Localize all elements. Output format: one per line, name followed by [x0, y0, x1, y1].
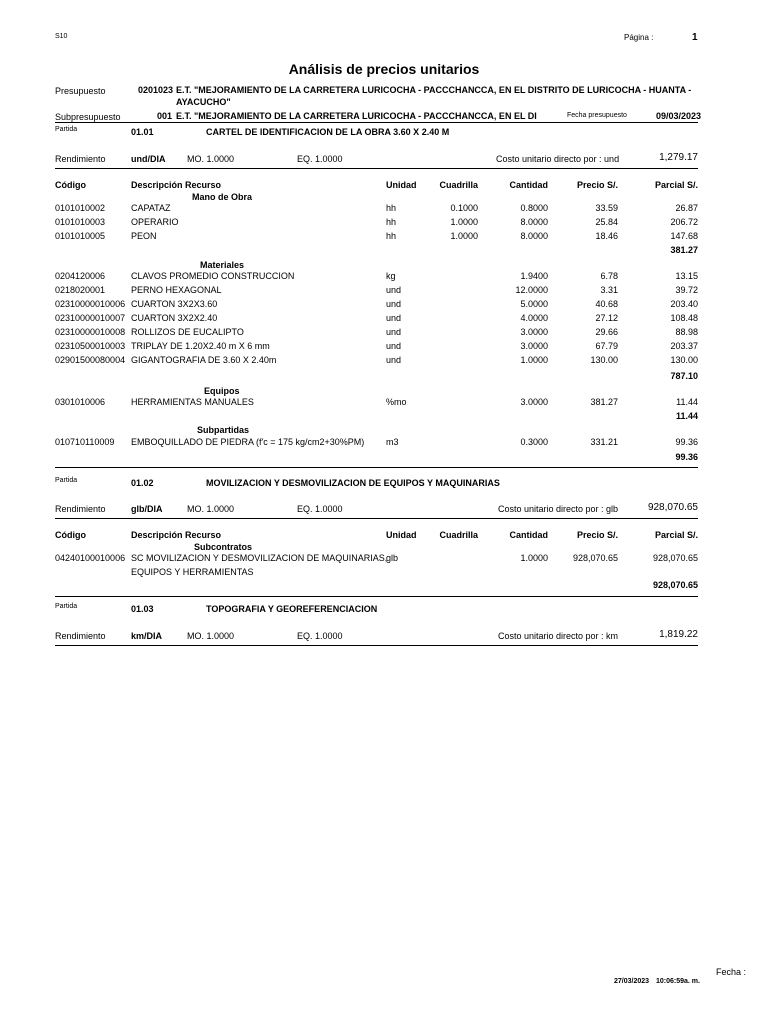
fecha-presupuesto-value: 09/03/2023 — [656, 111, 702, 121]
cell-code: 010710110009 — [55, 437, 115, 447]
presupuesto-name-cont: AYACUCHO" — [176, 97, 231, 107]
cell-unit: hh — [386, 231, 397, 241]
rendimiento-label: Rendimiento — [55, 631, 106, 641]
divider — [55, 168, 698, 169]
subpresupuesto-label: Subpresupuesto — [55, 112, 121, 122]
footer-date: 27/03/2023 — [614, 978, 650, 985]
presupuesto-name: E.T. "MEJORAMIENTO DE LA CARRETERA LURICOCHA - PACCCHANCCA, EN EL DISTRITO DE LURICOCHA - HUANTA - — [176, 85, 692, 95]
eq-value: EQ. 1.0000 — [297, 154, 343, 164]
divider — [55, 645, 698, 646]
cell-precio: 331.21 — [590, 437, 618, 447]
group-subcontratos: Subcontratos — [194, 542, 253, 552]
mo-value: MO. 1.0000 — [187, 504, 235, 514]
cell-desc: GIGANTOGRAFIA DE 3.60 X 2.40m — [131, 355, 277, 365]
col-cuadrilla: Cuadrilla — [439, 530, 478, 540]
cell-unit: %mo — [386, 397, 407, 407]
cell-precio: 3.31 — [600, 285, 618, 295]
col-cuadrilla: Cuadrilla — [439, 180, 478, 190]
cell-cantidad: 0.3000 — [520, 437, 548, 447]
cell-code: 02310500010003 — [55, 341, 126, 351]
cell-desc: CLAVOS PROMEDIO CONSTRUCCION — [131, 271, 295, 281]
costo-value: 928,070.65 — [647, 502, 698, 513]
cell-desc: CUARTON 3X2X3.60 — [131, 299, 218, 309]
cell-unit: und — [386, 355, 402, 365]
cell-desc: OPERARIO — [131, 217, 179, 227]
cell-parcial: 206.72 — [670, 217, 698, 227]
group-equipos: Equipos — [204, 386, 240, 396]
col-cantidad: Cantidad — [509, 530, 548, 540]
cell-cantidad: 4.0000 — [520, 313, 548, 323]
cell-desc: CAPATAZ — [131, 203, 171, 213]
rendimiento-label: Rendimiento — [55, 504, 106, 514]
cell-precio: 130.00 — [590, 355, 618, 365]
cell-cantidad: 0.8000 — [520, 203, 548, 213]
subtotal-mano-de-obra: 381.27 — [670, 245, 698, 255]
cell-precio: 18.46 — [595, 231, 618, 241]
presupuesto-label: Presupuesto — [55, 86, 106, 96]
cell-parcial: 147.68 — [670, 231, 698, 241]
group-mano-de-obra: Mano de Obra — [192, 192, 253, 202]
cell-precio: 67.79 — [595, 341, 618, 351]
cell-unit: m3 — [386, 437, 399, 447]
cell-cantidad: 12.0000 — [515, 285, 548, 295]
footer-time: 10:06:59a. m. — [656, 978, 700, 985]
page-number: 1 — [692, 32, 698, 43]
cell-unit: und — [386, 285, 402, 295]
divider — [55, 467, 698, 468]
cell-cuadrilla: 1.0000 — [450, 217, 478, 227]
cell-unit: und — [386, 341, 402, 351]
cell-precio: 33.59 — [595, 203, 618, 213]
partida-label: Partida — [55, 603, 78, 610]
cell-desc-cont: EQUIPOS Y HERRAMIENTAS — [131, 567, 254, 577]
cell-precio: 25.84 — [595, 217, 618, 227]
partida-name: MOVILIZACION Y DESMOVILIZACION DE EQUIPOS Y MAQUINARIAS — [206, 478, 500, 488]
cell-precio: 29.66 — [595, 327, 618, 337]
col-parcial: Parcial S/. — [654, 180, 698, 190]
costo-value: 1,279.17 — [659, 152, 698, 163]
cell-desc: EMBOQUILLADO DE PIEDRA (f'c = 175 kg/cm2+30%PM) — [131, 437, 365, 447]
cell-code: 02310000010007 — [55, 313, 126, 323]
cell-parcial: 203.40 — [670, 299, 698, 309]
col-descripcion: Descripción Recurso — [131, 180, 222, 190]
eq-value: EQ. 1.0000 — [297, 504, 343, 514]
costo-label: Costo unitario directo por : glb — [498, 504, 619, 514]
subpresupuesto-code: 001 — [157, 111, 173, 121]
partida-code: 01.02 — [131, 478, 154, 488]
cell-desc: ROLLIZOS DE EUCALIPTO — [131, 327, 244, 337]
cell-code: 0101010002 — [55, 203, 106, 213]
col-precio: Precio S/. — [576, 180, 618, 190]
cell-code: 0101010003 — [55, 217, 106, 227]
cell-parcial: 203.37 — [670, 341, 698, 351]
mo-value: MO. 1.0000 — [187, 154, 235, 164]
subtotal-materiales: 787.10 — [670, 371, 698, 381]
subtotal-subcontratos: 928,070.65 — [652, 580, 698, 590]
cell-parcial: 928,070.65 — [652, 553, 698, 563]
col-codigo: Código — [55, 180, 86, 190]
col-precio: Precio S/. — [576, 530, 618, 540]
col-cantidad: Cantidad — [509, 180, 548, 190]
cell-parcial: 39.72 — [675, 285, 698, 295]
cell-code: 02310000010008 — [55, 327, 126, 337]
partida-code: 01.01 — [131, 127, 154, 137]
rendimiento-unit: glb/DIA — [131, 504, 163, 514]
cell-cantidad: 1.9400 — [520, 271, 548, 281]
presupuesto-code: 0201023 — [138, 85, 174, 95]
partida-label: Partida — [55, 477, 78, 484]
divider — [55, 122, 698, 123]
cell-code: 0218020001 — [55, 285, 106, 295]
cell-code: 02310000010006 — [55, 299, 126, 309]
cell-parcial: 88.98 — [675, 327, 698, 337]
subtotal-subpartidas: 99.36 — [675, 452, 698, 462]
cell-code: 0301010006 — [55, 397, 106, 407]
rendimiento-unit: km/DIA — [131, 631, 163, 641]
cell-code: 04240100010006 — [55, 553, 126, 563]
cell-unit: und — [386, 327, 402, 337]
costo-label: Costo unitario directo por : km — [498, 631, 619, 641]
rendimiento-label: Rendimiento — [55, 154, 106, 164]
cell-cantidad: 8.0000 — [520, 217, 548, 227]
partida-name: CARTEL DE IDENTIFICACION DE LA OBRA 3.60 X 2.40 M — [206, 127, 450, 137]
cell-desc: PERNO HEXAGONAL — [131, 285, 222, 295]
cell-precio: 6.78 — [600, 271, 618, 281]
cell-parcial: 26.87 — [675, 203, 698, 213]
eq-value: EQ. 1.0000 — [297, 631, 343, 641]
mo-value: MO. 1.0000 — [187, 631, 235, 641]
divider — [55, 518, 698, 519]
cell-cuadrilla: 0.1000 — [450, 203, 478, 213]
cell-precio: 381.27 — [590, 397, 618, 407]
subpresupuesto-name: E.T. "MEJORAMIENTO DE LA CARRETERA LURICOCHA - PACCCHANCCA, EN EL DI — [176, 111, 537, 121]
cell-unit: glb — [386, 553, 399, 563]
cell-unit: und — [386, 313, 402, 323]
cell-code: 0204120006 — [55, 271, 106, 281]
footer-fecha-label: Fecha : — [716, 967, 747, 977]
col-descripcion: Descripción Recurso — [131, 530, 222, 540]
cell-code: 0101010005 — [55, 231, 106, 241]
group-subpartidas: Subpartidas — [197, 425, 250, 435]
fecha-presupuesto-label: Fecha presupuesto — [567, 112, 627, 119]
cell-parcial: 13.15 — [675, 271, 698, 281]
page-label: Página : — [624, 33, 654, 42]
cell-desc: TRIPLAY DE 1.20X2.40 m X 6 mm — [131, 341, 270, 351]
partida-name: TOPOGRAFIA Y GEOREFERENCIACION — [206, 604, 378, 614]
cell-parcial: 130.00 — [670, 355, 698, 365]
cell-cuadrilla: 1.0000 — [450, 231, 478, 241]
subtotal-equipos: 11.44 — [675, 411, 698, 421]
col-unidad: Unidad — [386, 180, 417, 190]
group-materiales: Materiales — [200, 260, 245, 270]
cell-precio: 928,070.65 — [572, 553, 618, 563]
cell-cantidad: 8.0000 — [520, 231, 548, 241]
cell-precio: 40.68 — [595, 299, 618, 309]
partida-label: Partida — [55, 126, 78, 133]
cell-unit: hh — [386, 217, 397, 227]
cell-desc: HERRAMIENTAS MANUALES — [131, 397, 254, 407]
cell-unit: hh — [386, 203, 397, 213]
cell-cantidad: 5.0000 — [520, 299, 548, 309]
col-unidad: Unidad — [386, 530, 417, 540]
report-code: S10 — [55, 33, 68, 40]
costo-label: Costo unitario directo por : und — [496, 154, 620, 164]
cell-parcial: 99.36 — [675, 437, 698, 447]
col-parcial: Parcial S/. — [654, 530, 698, 540]
rendimiento-unit: und/DIA — [131, 154, 166, 164]
cell-parcial: 108.48 — [670, 313, 698, 323]
partida-code: 01.03 — [131, 604, 154, 614]
cell-unit: kg — [386, 271, 396, 281]
cell-cantidad: 3.0000 — [520, 341, 548, 351]
cell-code: 02901500080004 — [55, 355, 126, 365]
cell-desc: CUARTON 3X2X2.40 — [131, 313, 218, 323]
cell-desc: SC MOVILIZACION Y DESMOVILIZACION DE MAQUINARIAS, — [131, 553, 388, 563]
cell-cantidad: 1.0000 — [520, 553, 548, 563]
cell-precio: 27.12 — [595, 313, 618, 323]
page-title: Análisis de precios unitarios — [288, 61, 480, 77]
cell-cantidad: 3.0000 — [520, 327, 548, 337]
cell-desc: PEON — [131, 231, 157, 241]
divider — [55, 596, 698, 597]
cell-cantidad: 1.0000 — [520, 355, 548, 365]
cell-cantidad: 3.0000 — [520, 397, 548, 407]
costo-value: 1,819.22 — [659, 629, 698, 640]
cell-unit: und — [386, 299, 402, 309]
col-codigo: Código — [55, 530, 86, 540]
cell-parcial: 11.44 — [676, 397, 698, 407]
